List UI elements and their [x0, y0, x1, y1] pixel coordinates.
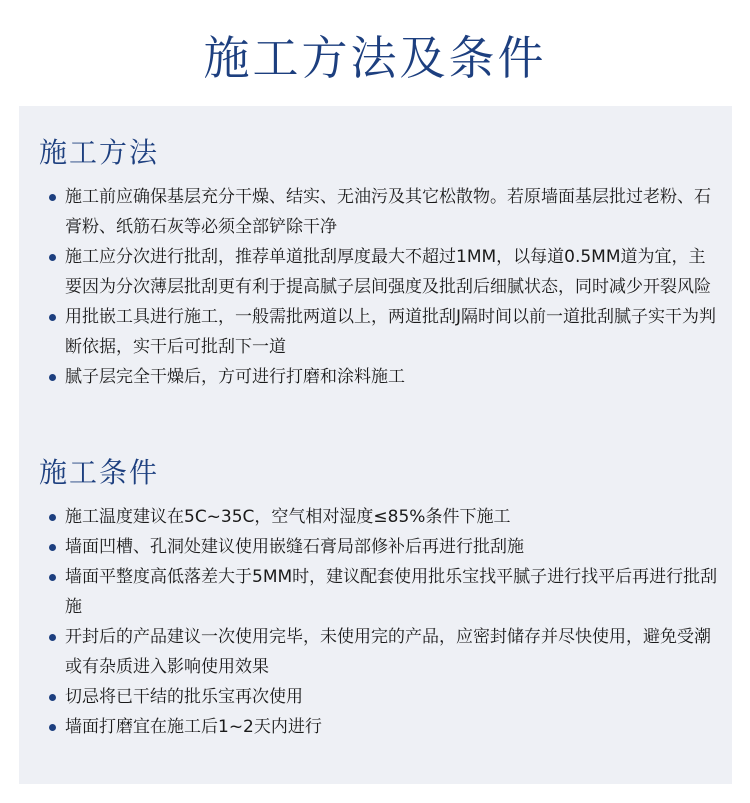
list-item: [19, 622, 732, 682]
list-item-text: 开封后的产品建议一次使用完毕，未使用完的产品，应密封储存并尽快使用，避免受潮或有杂质进入影响使用效果: [65, 627, 711, 677]
bullet-icon: [49, 574, 56, 581]
bullet-icon: [49, 544, 56, 551]
list-item: [19, 302, 732, 362]
list-item-text: 施工前应确保基层充分干燥、结实、无油污及其它松散物。若原墙面基层批过老粉、石膏粉、纸筋石灰等必须全部铲除干净: [65, 187, 711, 237]
list-item-text: 墙面平整度高低落差大于5MM时，建议配套使用批乐宝找平腻子进行找平后再进行批刮施: [65, 567, 718, 617]
bullet-icon: [49, 254, 56, 261]
list-item: [19, 242, 732, 302]
list-item: [19, 712, 732, 742]
list-item: [19, 562, 732, 622]
list-item-text: 用批嵌工具进行施工，一般需批两道以上，两道批刮J隔时间以前一道批刮腻子实干为判断依据，实干后可批刮下一道: [65, 307, 717, 357]
list-item: [19, 362, 732, 392]
bullet-icon: [49, 514, 56, 521]
list-item-text: 施工温度建议在5C~35C，空气相对湿度≤85%条件下施工: [65, 507, 511, 527]
section-heading-conditions: 施工条件: [39, 456, 160, 489]
list-item-text: 墙面凹槽、孔洞处建议使用嵌缝石膏局部修补后再进行批刮施: [65, 537, 524, 557]
conditions-list: [19, 502, 732, 742]
method-list: [19, 182, 732, 392]
list-item: [19, 502, 732, 532]
list-item: [19, 532, 732, 562]
bullet-icon: [49, 374, 56, 381]
bullet-icon: [49, 634, 56, 641]
bullet-icon: [49, 724, 56, 731]
list-item-text: 切忌将已干结的批乐宝再次使用: [65, 687, 303, 707]
section-heading-method: 施工方法: [39, 136, 160, 169]
list-item-text: 施工应分次进行批刮，推荐单道批刮厚度最大不超过1MM，以每道0.5MM道为宜，主要因为分次薄层批刮更有利于提高腻子层间强度及批刮后细腻状态，同时减少开裂风险: [65, 247, 711, 297]
list-item: [19, 682, 732, 712]
list-item: [19, 182, 732, 242]
bullet-icon: [49, 194, 56, 201]
bullet-icon: [49, 314, 56, 321]
list-item-text: 腻子层完全干燥后，方可进行打磨和涂料施工: [65, 367, 405, 387]
list-item-text: 墙面打磨宜在施工后1~2天内进行: [65, 717, 322, 737]
content-panel: [19, 106, 732, 784]
page-title: 施工方法及条件: [203, 31, 547, 85]
bullet-icon: [49, 694, 56, 701]
